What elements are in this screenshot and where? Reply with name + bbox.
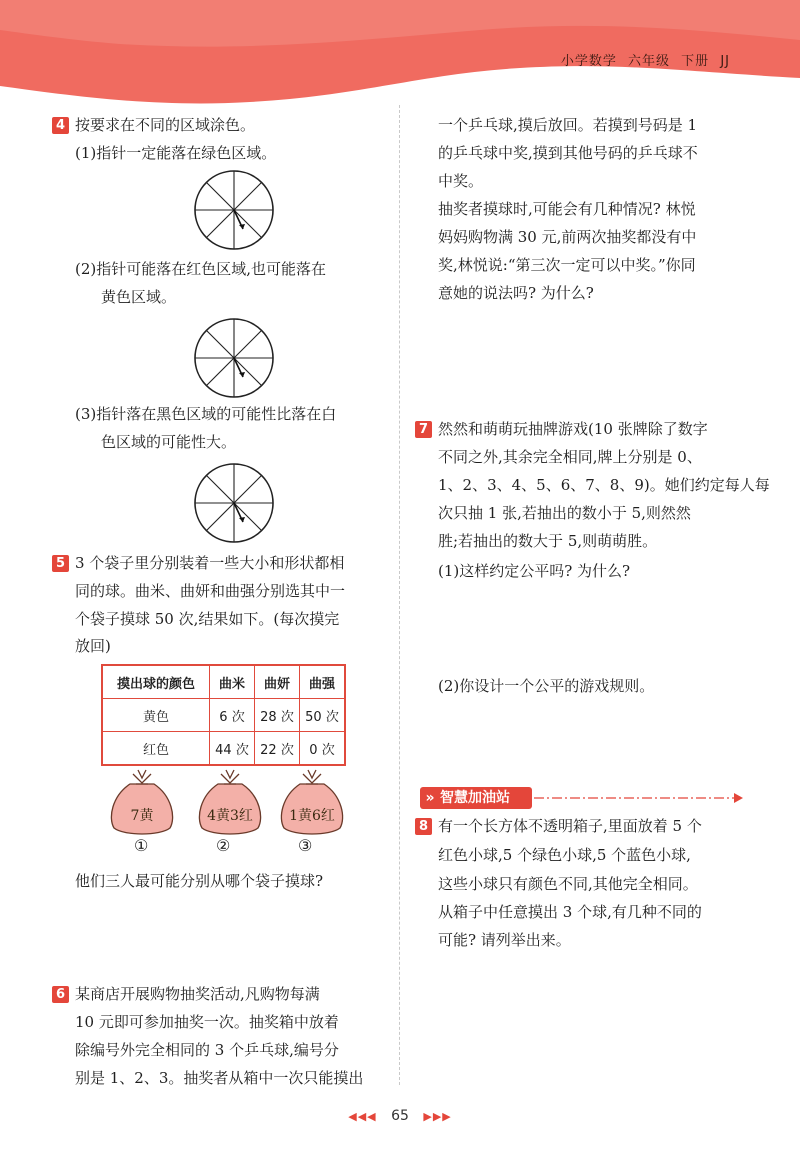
table-cell: 28 次: [255, 699, 300, 732]
question-6-number: 6: [52, 986, 69, 1003]
question-7-line4: 次只抽 1 张,若抽出的数小于 5,则然然: [438, 504, 691, 522]
question-8-line4: 从箱子中任意摸出 3 个球,有几种不同的: [438, 903, 702, 921]
q4-part1: (1)指针一定能落在绿色区域。: [75, 144, 277, 162]
table-row: [102, 732, 345, 766]
question-6-line1: 6 某商店开展购物抽奖活动,凡购物每满: [52, 984, 320, 1004]
question-7-line2: 不同之外,其余完全相同,牌上分别是 0、: [438, 448, 702, 466]
spinner-2: [192, 316, 276, 400]
column-divider: [399, 105, 400, 1085]
table-header-row: [102, 665, 345, 699]
question-4-number: 4: [52, 117, 69, 134]
q4-part3-line1: (3)指针落在黑色区域的可能性比落在白: [75, 405, 337, 423]
table-cell: 50 次: [300, 699, 346, 732]
question-6-line5: 一个乒乓球,摸后放回。若摸到号码是 1: [438, 116, 698, 134]
question-5-line1: 5 3 个袋子里分别装着一些大小和形状都相: [52, 553, 344, 573]
question-8-number: 8: [415, 818, 432, 835]
table-cell: 红色: [102, 732, 210, 766]
dash-dot-arrow-line: [534, 787, 744, 809]
double-chevron-icon: »: [425, 790, 435, 806]
table-header-qumi: 曲米: [210, 665, 255, 699]
question-8-line1: 8 有一个长方体不透明箱子,里面放着 5 个: [415, 816, 702, 836]
bag-3-mark: ③: [298, 836, 313, 855]
spinner-3: [192, 461, 276, 545]
bag-1-mark: ①: [134, 836, 149, 855]
bags-illustration: [100, 766, 360, 838]
table-header-quqiang: 曲强: [300, 665, 346, 699]
question-8-line2: 红色小球,5 个绿色小球,5 个蓝色小球,: [438, 846, 691, 864]
table-cell: 0 次: [300, 732, 346, 766]
right-arrows-icon: ▶▶▶: [423, 1110, 452, 1123]
question-5-line2: 同的球。曲米、曲妍和曲强分别选其中一: [75, 582, 346, 600]
question-7-sub2: (2)你设计一个公平的游戏规则。: [438, 677, 655, 695]
spinner-1: [192, 168, 276, 252]
q4-part3-line2: 色区域的可能性大。: [101, 433, 237, 451]
q4-part2-line2: 黄色区域。: [101, 288, 177, 306]
q4-part2-line1: (2)指针可能落在红色区域,也可能落在: [75, 260, 327, 278]
question-6-line2: 10 元即可参加抽奖一次。抽奖箱中放着: [75, 1013, 339, 1031]
question-7-line1: 7 然然和萌萌玩抽牌游戏(10 张牌除了数字: [415, 419, 708, 439]
question-7-line5: 胜;若抽出的数大于 5,则萌萌胜。: [438, 532, 658, 550]
bag-2-label: 4黄3红: [207, 808, 253, 824]
question-6-line9: 妈妈购物满 30 元,前两次抽奖都没有中: [438, 228, 697, 246]
book-info: 小学数学 六年级 下册 JJ: [560, 54, 730, 69]
question-4-title: 4 按要求在不同的区域涂色。: [52, 115, 255, 135]
table-row: [102, 699, 345, 732]
question-6-line11: 意她的说法吗? 为什么?: [438, 284, 594, 302]
wisdom-station-badge: » 智慧加油站: [420, 787, 532, 809]
question-6-line3: 除编号外完全相同的 3 个乒乓球,编号分: [75, 1041, 339, 1059]
table-cell: 黄色: [102, 699, 210, 732]
question-7-number: 7: [415, 421, 432, 438]
page-number: 65: [391, 1108, 409, 1124]
question-7-line3: 1、2、3、4、5、6、7、8、9)。她们约定每人每: [438, 476, 770, 494]
question-5-line4: 放回): [75, 637, 111, 655]
table-cell: 22 次: [255, 732, 300, 766]
results-table: [101, 664, 346, 766]
table-header-quyan: 曲妍: [255, 665, 300, 699]
table-header-color: 摸出球的颜色: [102, 665, 210, 699]
bag-3-label: 1黄6红: [289, 808, 335, 824]
bag-2-mark: ②: [216, 836, 231, 855]
left-arrows-icon: ◀◀◀: [348, 1110, 377, 1123]
question-7-sub1: (1)这样约定公平吗? 为什么?: [438, 562, 631, 580]
question-6-line6: 的乒乓球中奖,摸到其他号码的乒乓球不: [438, 144, 698, 162]
question-6-line10: 奖,林悦说:“第三次一定可以中奖。”你同: [438, 256, 696, 274]
question-6-line4: 别是 1、2、3。抽奖者从箱中一次只能摸出: [75, 1069, 364, 1087]
question-5-line3: 个袋子摸球 50 次,结果如下。(每次摸完: [75, 610, 340, 628]
question-6-line8: 抽奖者摸球时,可能会有几种情况? 林悦: [438, 200, 696, 218]
question-8-line5: 可能? 请列举出来。: [438, 931, 571, 949]
page-footer: [0, 1108, 800, 1124]
table-cell: 44 次: [210, 732, 255, 766]
question-8-line3: 这些小球只有颜色不同,其他完全相同。: [438, 875, 698, 893]
table-cell: 6 次: [210, 699, 255, 732]
bag-1-label: 7黄: [130, 808, 154, 824]
question-6-line7: 中奖。: [438, 172, 484, 190]
question-5-ask: 他们三人最可能分别从哪个袋子摸球?: [75, 872, 324, 890]
question-5-number: 5: [52, 555, 69, 572]
